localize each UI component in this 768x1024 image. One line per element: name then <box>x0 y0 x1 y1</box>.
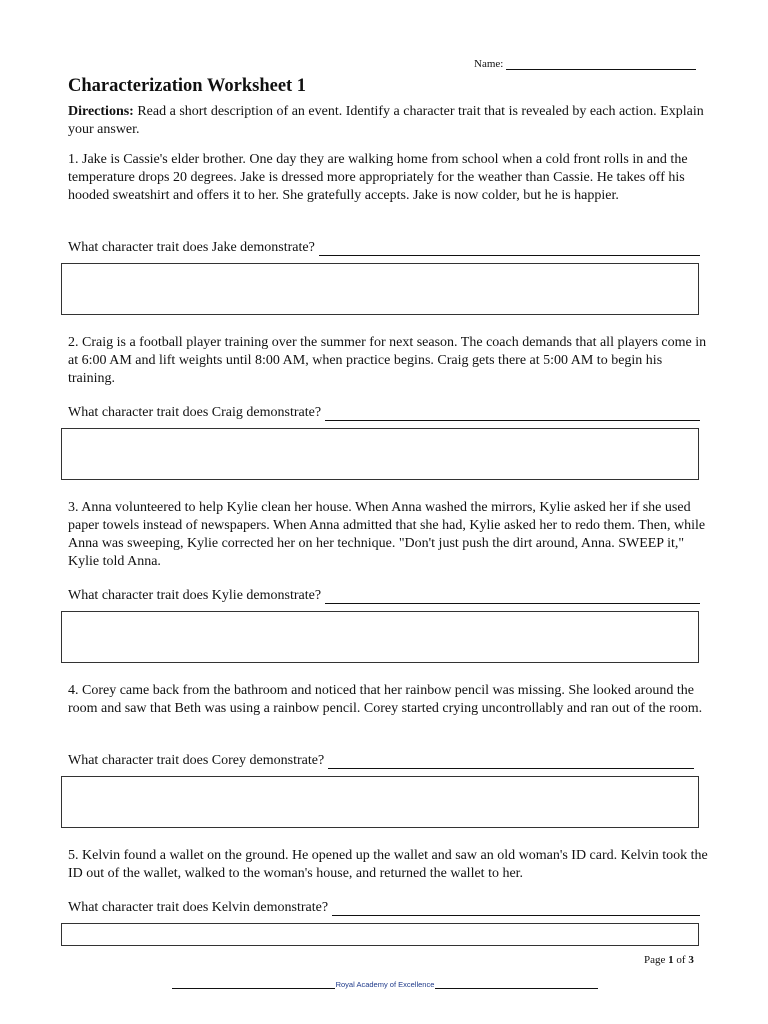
page-of: of <box>676 954 686 966</box>
directions-label: Directions: <box>68 104 134 119</box>
question-1-prompt-label: What character trait does Jake demonstrate? <box>68 240 315 255</box>
question-1-prompt-line <box>319 243 700 256</box>
question-2-prompt-line <box>325 408 700 421</box>
worksheet-title: Characterization Worksheet 1 <box>68 76 307 96</box>
question-3-prompt-label: What character trait does Kylie demonstrate? <box>68 588 322 603</box>
question-4-prompt <box>68 753 694 769</box>
question-2-prompt-label: What character trait does Craig demonstrate? <box>68 405 322 420</box>
question-1-text: 1. Jake is Cassie's elder brother. One day they are walking home from school when a cold front rolls in and the temperature drops 20 degrees. Jake is dressed more appropriately for the weather than Cassie. He takes off his hooded sweatshirt and offers it to her. She gratefully accepts. Jake is now colder, but he is happier. <box>68 152 688 203</box>
question-3-prompt-line <box>325 591 700 604</box>
name-label: Name: <box>474 58 504 70</box>
question-4-prompt-line <box>328 756 694 769</box>
page-total: 3 <box>688 954 694 966</box>
question-2-answer-box[interactable] <box>61 428 699 480</box>
question-1-prompt <box>68 240 700 256</box>
question-5-prompt-line <box>332 903 700 916</box>
question-5-prompt-label: What character trait does Kelvin demonstrate? <box>68 900 329 915</box>
question-2-text: 2. Craig is a football player training over the summer for next season. The coach demands that all players come in at 6:00 AM and lift weights until 8:00 AM, when practice begins. Craig gets there at 5:00 AM to begin his training. <box>68 335 707 386</box>
question-5-prompt <box>68 900 700 916</box>
question-5-answer-box[interactable] <box>61 923 699 946</box>
footer-line-left <box>172 981 335 989</box>
question-4-prompt-label: What character trait does Corey demonstrate? <box>68 753 325 768</box>
directions-text: Read a short description of an event. Identify a character trait that is revealed by each action. Explain your answer. <box>68 104 704 137</box>
name-field[interactable] <box>474 58 696 70</box>
name-input-line[interactable] <box>506 58 696 70</box>
directions <box>68 103 708 139</box>
question-5-text: 5. Kelvin found a wallet on the ground. He opened up the wallet and saw an old woman's ID card. Kelvin took the ID out of the wallet, walked to the woman's house, and returned the wallet to her. <box>68 848 708 881</box>
question-1-answer-box[interactable] <box>61 263 699 315</box>
question-3-prompt <box>68 588 700 604</box>
footer-line-right <box>435 981 598 989</box>
page-current: 1 <box>668 954 674 966</box>
question-3-text: 3. Anna volunteered to help Kylie clean her house. When Anna washed the mirrors, Kylie asked her if she used paper towels instead of newspapers. When Anna admitted that she had, Kylie asked her to redo them. Then, while Anna was sweeping, Kylie corrected her on her technique. "Don't just push the dirt around, Anna. SWEEP it," Kylie told Anna. <box>68 500 706 569</box>
footer-text: Royal Academy of Excellence <box>335 980 435 989</box>
page-label: Page <box>644 954 666 966</box>
question-4-text: 4. Corey came back from the bathroom and noticed that her rainbow pencil was missing. She looked around the room and saw that Beth was using a rainbow pencil. Corey started crying uncontrollably and ran out of the room. <box>68 683 703 716</box>
question-2-prompt <box>68 405 700 421</box>
question-3-answer-box[interactable] <box>61 611 699 663</box>
page-number <box>644 954 694 966</box>
question-4-answer-box[interactable] <box>61 776 699 828</box>
footer <box>172 980 598 989</box>
